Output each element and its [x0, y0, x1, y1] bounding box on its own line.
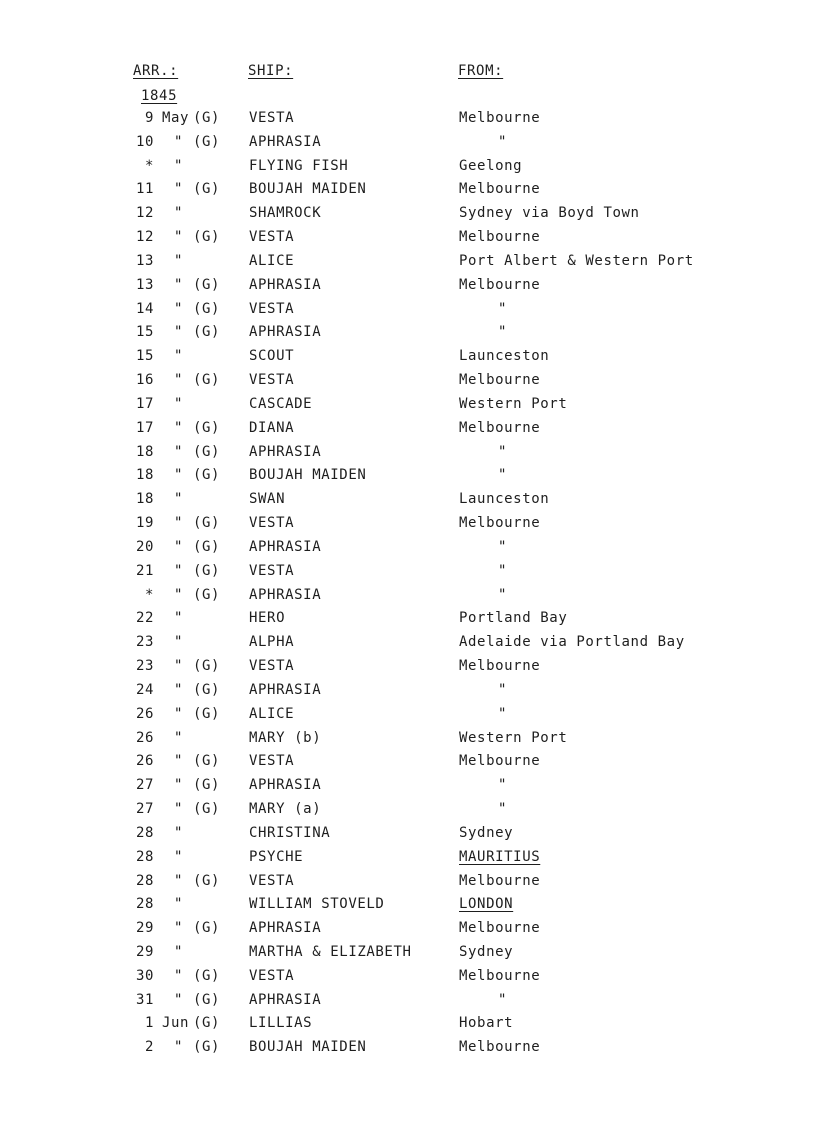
arrival-month: "	[174, 634, 184, 651]
arrival-row	[0, 181, 816, 205]
arrival-month: "	[174, 1039, 184, 1056]
arrival-row	[0, 658, 816, 682]
ship-name: VESTA	[249, 658, 295, 675]
origin-port: "	[498, 562, 508, 579]
arrival-month: "	[174, 729, 184, 746]
arrival-month: "	[174, 967, 184, 984]
government-marker: (G)	[193, 705, 221, 722]
arrival-day: 28	[135, 872, 154, 889]
origin-port: "	[498, 991, 508, 1008]
origin-port: Melbourne	[459, 181, 541, 198]
arrival-row	[0, 896, 816, 920]
arrival-day: 18	[135, 443, 154, 460]
arrival-row	[0, 396, 816, 420]
arrival-row	[0, 205, 816, 229]
arrival-day: 29	[135, 943, 154, 960]
arrival-row	[0, 968, 816, 992]
origin-port: Melbourne	[459, 658, 541, 675]
arrival-row	[0, 515, 816, 539]
arrival-day: 17	[135, 395, 154, 412]
arrival-day: 18	[135, 467, 154, 484]
ship-name: SCOUT	[249, 348, 295, 365]
ship-name: VESTA	[249, 372, 295, 389]
government-marker: (G)	[193, 1015, 221, 1032]
arrival-day: 14	[135, 300, 154, 317]
arrival-month: "	[174, 181, 184, 198]
arrival-month: "	[174, 324, 184, 341]
year-heading: 1845	[141, 88, 178, 104]
arrival-row	[0, 682, 816, 706]
arrival-day: 27	[135, 801, 154, 818]
arrival-month: "	[174, 610, 184, 627]
arrival-day: 10	[135, 133, 154, 150]
government-marker: (G)	[193, 300, 221, 317]
arrival-month: "	[174, 467, 184, 484]
arrival-day: 11	[135, 181, 154, 198]
ship-name: FLYING FISH	[249, 157, 349, 174]
origin-port: "	[498, 705, 508, 722]
arrival-day: 27	[135, 777, 154, 794]
origin-port: Sydney	[459, 943, 514, 960]
arrival-row	[0, 324, 816, 348]
ship-name: LILLIAS	[249, 1015, 313, 1032]
arrival-month: May	[162, 110, 190, 126]
origin-port: "	[498, 324, 508, 341]
ship-name: APHRASIA	[249, 681, 322, 698]
arrival-day: 28	[135, 896, 154, 913]
arrival-day: *	[144, 157, 154, 174]
arrival-month: "	[174, 705, 184, 722]
ship-name: APHRASIA	[249, 920, 322, 937]
arrival-month: "	[174, 681, 184, 698]
arrival-day: 26	[135, 729, 154, 746]
ship-name: ALICE	[249, 252, 295, 269]
government-marker: (G)	[193, 562, 221, 579]
arrival-month: "	[174, 229, 184, 246]
origin-port: Geelong	[459, 157, 523, 174]
government-marker: (G)	[193, 110, 221, 126]
ship-name: SWAN	[249, 491, 286, 508]
origin-port: Melbourne	[459, 229, 541, 246]
arrival-row	[0, 944, 816, 968]
origin-port: "	[498, 681, 508, 698]
ship-name: ALICE	[249, 705, 295, 722]
arrival-day: 26	[135, 753, 154, 770]
arrival-day: 9	[144, 110, 154, 126]
arrival-month: "	[174, 348, 184, 365]
arrival-row	[0, 801, 816, 825]
header-from: FROM:	[458, 63, 504, 79]
arrival-month: "	[174, 848, 184, 865]
origin-port: Melbourne	[459, 920, 541, 937]
arrival-month: "	[174, 491, 184, 508]
arrival-day: 20	[135, 538, 154, 555]
ship-name: VESTA	[249, 110, 295, 126]
arrival-month: "	[174, 133, 184, 150]
arrival-day: 31	[135, 991, 154, 1008]
ship-name: APHRASIA	[249, 777, 322, 794]
arrival-day: 23	[135, 658, 154, 675]
origin-port: Melbourne	[459, 515, 541, 532]
arrival-month: "	[174, 562, 184, 579]
arrival-row	[0, 253, 816, 277]
origin-port: Melbourne	[459, 110, 541, 126]
origin-port: Melbourne	[459, 1039, 541, 1056]
ship-name: APHRASIA	[249, 276, 322, 293]
ship-name: BOUJAH MAIDEN	[249, 1039, 367, 1056]
ship-name: VESTA	[249, 967, 295, 984]
arrival-day: 12	[135, 205, 154, 222]
arrival-month: "	[174, 943, 184, 960]
arrival-day: 23	[135, 634, 154, 651]
origin-port: "	[498, 586, 508, 603]
arrival-row	[0, 825, 816, 849]
government-marker: (G)	[193, 467, 221, 484]
arrival-day: *	[144, 586, 154, 603]
arrival-day: 22	[135, 610, 154, 627]
government-marker: (G)	[193, 419, 221, 436]
arrival-row	[0, 134, 816, 158]
origin-port: Melbourne	[459, 872, 541, 889]
origin-port: Launceston	[459, 491, 550, 508]
origin-port: Port Albert & Western Port	[459, 252, 694, 269]
ship-name: APHRASIA	[249, 443, 322, 460]
government-marker: (G)	[193, 324, 221, 341]
ship-name: VESTA	[249, 872, 295, 889]
arrival-month: "	[174, 538, 184, 555]
arrival-day: 19	[135, 515, 154, 532]
origin-port: "	[498, 777, 508, 794]
government-marker: (G)	[193, 133, 221, 150]
arrival-month: "	[174, 372, 184, 389]
origin-port: Sydney via Boyd Town	[459, 205, 640, 222]
ship-name: APHRASIA	[249, 586, 322, 603]
arrival-row	[0, 563, 816, 587]
ship-name: APHRASIA	[249, 991, 322, 1008]
origin-port: MAURITIUS	[459, 848, 541, 865]
government-marker: (G)	[193, 1039, 221, 1056]
arrival-month: "	[174, 658, 184, 675]
arrival-row	[0, 420, 816, 444]
government-marker: (G)	[193, 801, 221, 818]
arrival-row	[0, 1039, 816, 1063]
government-marker: (G)	[193, 753, 221, 770]
origin-port: Melbourne	[459, 372, 541, 389]
arrival-row	[0, 301, 816, 325]
origin-port: "	[498, 801, 508, 818]
origin-port: Western Port	[459, 729, 568, 746]
government-marker: (G)	[193, 229, 221, 246]
arrival-month: Jun	[162, 1015, 190, 1032]
arrival-day: 12	[135, 229, 154, 246]
arrival-row	[0, 277, 816, 301]
arrival-row	[0, 539, 816, 563]
arrival-row	[0, 777, 816, 801]
origin-port: Launceston	[459, 348, 550, 365]
arrival-day: 2	[144, 1039, 154, 1056]
arrival-day: 18	[135, 491, 154, 508]
ship-name: VESTA	[249, 515, 295, 532]
arrival-row	[0, 1015, 816, 1039]
arrival-row	[0, 920, 816, 944]
arrival-day: 15	[135, 348, 154, 365]
government-marker: (G)	[193, 443, 221, 460]
origin-port: "	[498, 443, 508, 460]
arrival-day: 15	[135, 324, 154, 341]
arrival-month: "	[174, 395, 184, 412]
ship-name: ALPHA	[249, 634, 295, 651]
header-ship: SHIP:	[248, 63, 294, 79]
arrival-month: "	[174, 276, 184, 293]
arrival-month: "	[174, 872, 184, 889]
government-marker: (G)	[193, 181, 221, 198]
government-marker: (G)	[193, 515, 221, 532]
arrival-row	[0, 849, 816, 873]
arrival-row	[0, 229, 816, 253]
origin-port: "	[498, 538, 508, 555]
arrival-day: 13	[135, 252, 154, 269]
arrival-month: "	[174, 252, 184, 269]
ship-name: VESTA	[249, 753, 295, 770]
origin-port: Melbourne	[459, 753, 541, 770]
arrival-month: "	[174, 419, 184, 436]
government-marker: (G)	[193, 586, 221, 603]
arrival-row	[0, 372, 816, 396]
origin-port: "	[498, 133, 508, 150]
arrival-day: 28	[135, 824, 154, 841]
arrival-month: "	[174, 157, 184, 174]
arrival-row	[0, 634, 816, 658]
ship-name: MARY (b)	[249, 729, 322, 746]
ship-name: MARY (a)	[249, 801, 322, 818]
ship-name: DIANA	[249, 419, 295, 436]
government-marker: (G)	[193, 777, 221, 794]
government-marker: (G)	[193, 967, 221, 984]
ship-name: SHAMROCK	[249, 205, 322, 222]
arrival-month: "	[174, 801, 184, 818]
arrival-month: "	[174, 205, 184, 222]
arrival-row	[0, 110, 816, 134]
arrival-day: 24	[135, 681, 154, 698]
arrivals-list	[0, 110, 816, 1063]
arrival-month: "	[174, 991, 184, 1008]
arrival-day: 16	[135, 372, 154, 389]
origin-port: "	[498, 300, 508, 317]
arrival-row	[0, 444, 816, 468]
arrival-row	[0, 706, 816, 730]
government-marker: (G)	[193, 872, 221, 889]
arrival-day: 17	[135, 419, 154, 436]
arrival-row	[0, 873, 816, 897]
origin-port: Portland Bay	[459, 610, 568, 627]
arrival-month: "	[174, 824, 184, 841]
ship-name: VESTA	[249, 300, 295, 317]
government-marker: (G)	[193, 658, 221, 675]
arrival-month: "	[174, 777, 184, 794]
ship-name: BOUJAH MAIDEN	[249, 467, 367, 484]
arrival-month: "	[174, 920, 184, 937]
arrival-row	[0, 992, 816, 1016]
arrival-day: 30	[135, 967, 154, 984]
arrival-month: "	[174, 896, 184, 913]
arrival-row	[0, 467, 816, 491]
arrival-month: "	[174, 753, 184, 770]
government-marker: (G)	[193, 372, 221, 389]
government-marker: (G)	[193, 920, 221, 937]
origin-port: Melbourne	[459, 419, 541, 436]
arrival-day: 21	[135, 562, 154, 579]
arrival-row	[0, 587, 816, 611]
origin-port: Western Port	[459, 395, 568, 412]
arrival-row	[0, 753, 816, 777]
arrival-day: 13	[135, 276, 154, 293]
arrival-row	[0, 158, 816, 182]
origin-port: LONDON	[459, 896, 514, 913]
arrival-month: "	[174, 443, 184, 460]
arrival-day: 29	[135, 920, 154, 937]
origin-port: Hobart	[459, 1015, 514, 1032]
ship-name: APHRASIA	[249, 324, 322, 341]
government-marker: (G)	[193, 538, 221, 555]
ship-name: BOUJAH MAIDEN	[249, 181, 367, 198]
ship-name: CHRISTINA	[249, 824, 331, 841]
arrival-row	[0, 610, 816, 634]
government-marker: (G)	[193, 991, 221, 1008]
government-marker: (G)	[193, 276, 221, 293]
ship-name: MARTHA & ELIZABETH	[249, 943, 412, 960]
arrival-month: "	[174, 300, 184, 317]
origin-port: Melbourne	[459, 276, 541, 293]
ship-name: VESTA	[249, 229, 295, 246]
arrival-row	[0, 348, 816, 372]
origin-port: Sydney	[459, 824, 514, 841]
arrival-row	[0, 491, 816, 515]
ship-name: APHRASIA	[249, 538, 322, 555]
origin-port: Melbourne	[459, 967, 541, 984]
ship-name: HERO	[249, 610, 286, 627]
header-arrival: ARR.:	[133, 63, 179, 79]
origin-port: "	[498, 467, 508, 484]
arrival-month: "	[174, 515, 184, 532]
arrival-day: 1	[144, 1015, 154, 1032]
ship-name: CASCADE	[249, 395, 313, 412]
arrival-month: "	[174, 586, 184, 603]
arrival-day: 26	[135, 705, 154, 722]
origin-port: Adelaide via Portland Bay	[459, 634, 685, 651]
government-marker: (G)	[193, 681, 221, 698]
ship-name: PSYCHE	[249, 848, 304, 865]
arrival-row	[0, 730, 816, 754]
arrival-day: 28	[135, 848, 154, 865]
ship-name: VESTA	[249, 562, 295, 579]
ship-name: APHRASIA	[249, 133, 322, 150]
ship-name: WILLIAM STOVELD	[249, 896, 385, 913]
